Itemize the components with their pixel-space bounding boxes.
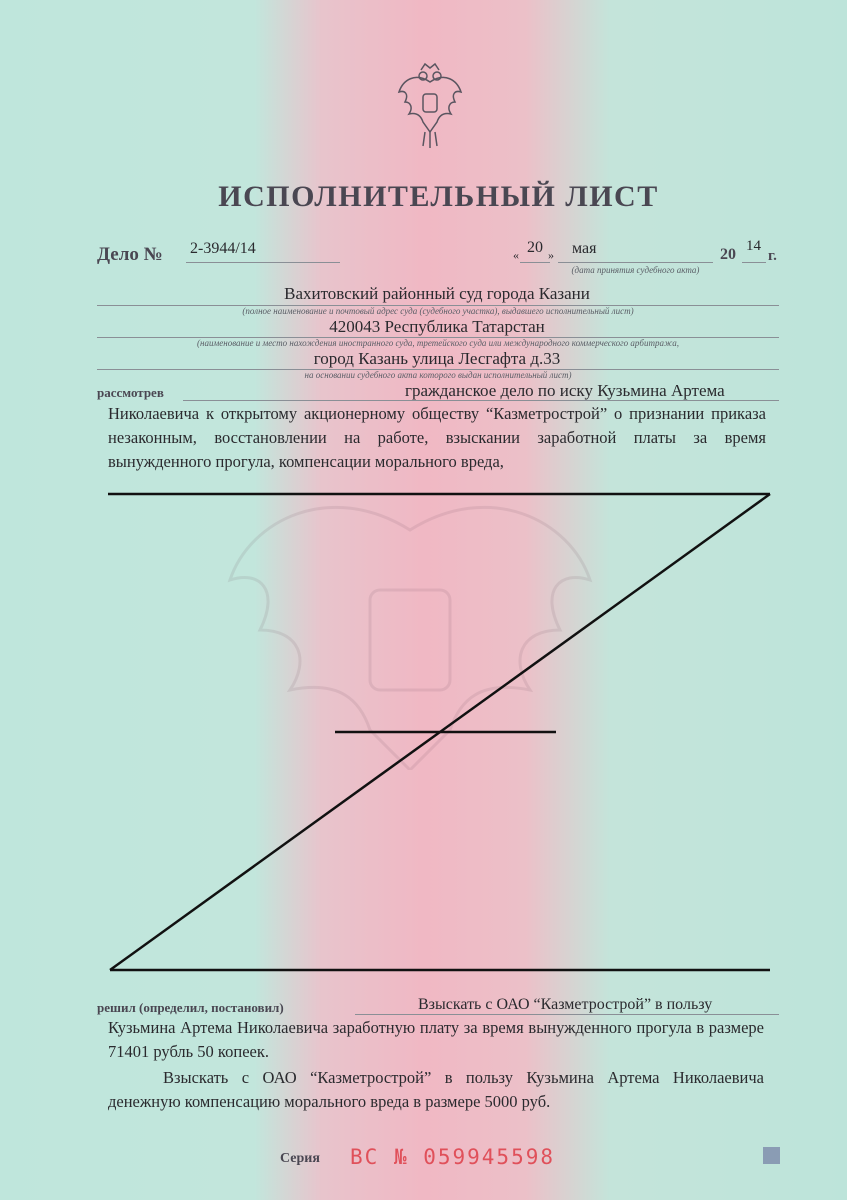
considered-label: рассмотрев (97, 385, 164, 400)
decided-label: решил (определил, постановил) (97, 1000, 284, 1015)
address-line-2: город Казань улица Лесгафта д.33 (313, 349, 561, 368)
date-quote-close: » (548, 248, 554, 262)
address-caption: (наименование и место нахождения иностранного суда, третейского суда или международного коммерческого арбитража, (197, 338, 679, 348)
address-line-1: 420043 Республика Татарстан (329, 317, 545, 336)
decided-text: Кузьмина Артема Николаевича заработную плату за время вынужденного прогула в размере 71401 рубль 50 копеек. (108, 1018, 764, 1061)
considered-text-first: гражданское дело по иску Кузьмина Артема (405, 381, 725, 400)
decided-text-first: Взыскать с ОАО “Казметрострой” в пользу (418, 996, 713, 1013)
document-title: ИСПОЛНИТЕЛЬНЫЙ ЛИСТ (218, 180, 659, 213)
series-label: Серия (280, 1151, 320, 1166)
case-label: Дело № (97, 244, 163, 265)
case-number: 2-3944/14 (190, 240, 256, 257)
date-quote-open: « (513, 248, 519, 262)
date-year: 14 (746, 238, 761, 254)
date-year-prefix: 20 (720, 246, 736, 263)
date-day: 20 (527, 239, 543, 256)
date-month: мая (572, 240, 597, 257)
court-name: Вахитовский районный суд города Казани (284, 284, 590, 303)
date-caption: (дата принятия судебного акта) (571, 265, 700, 275)
decided-text-second: Взыскать с ОАО “Казметрострой” в пользу Кузьмина Артема Николаевича денежную компенсацию морального вреда в размере 5000 руб. (108, 1068, 764, 1111)
corner-marker (763, 1147, 780, 1164)
series-number: ВС № 059945598 (350, 1145, 556, 1169)
basis-caption: на основании судебного акта которого выдан исполнительный лист) (304, 370, 572, 380)
court-caption: (полное наименование и почтовый адрес суда (судебного участка), выдавшего исполнительный лист) (242, 306, 634, 316)
date-year-suffix: г. (768, 248, 777, 264)
considered-text: Николаевича к открытому акционерному обществу “Казметрострой” о признании приказа незаконным, восстановлении на работе, взыскании заработной платы за время вынужденного прогула, компенсации морального вреда, (108, 404, 766, 471)
